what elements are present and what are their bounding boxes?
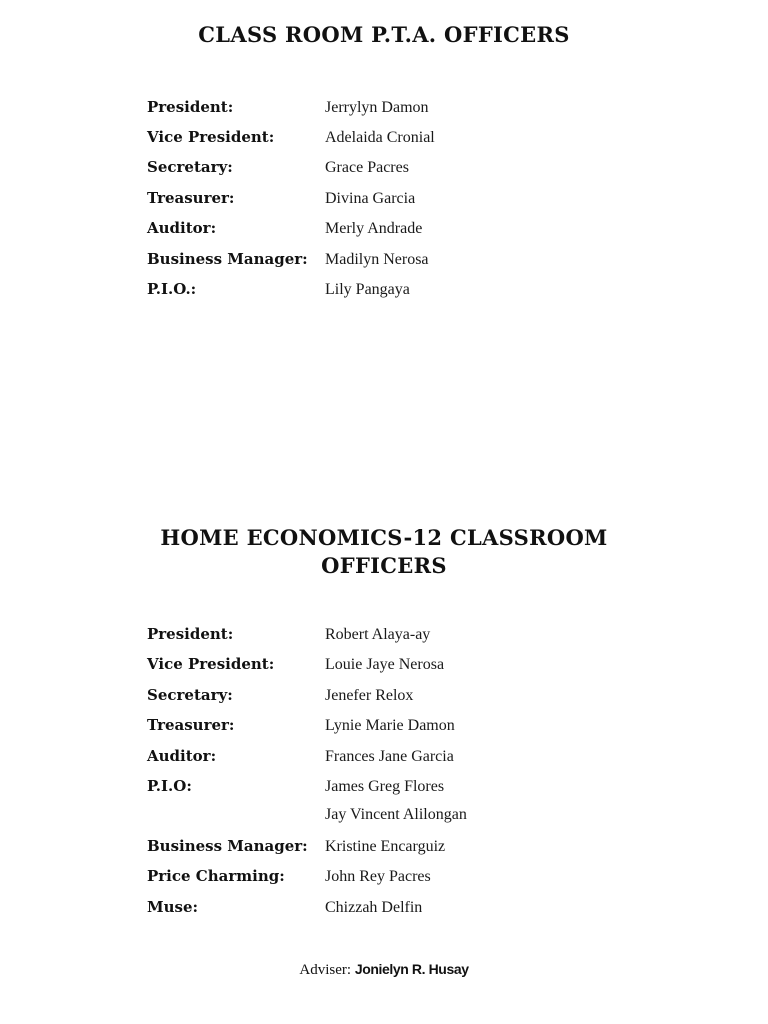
pta-row-treasurer — [147, 189, 415, 211]
class-row-president — [147, 625, 430, 647]
officer-name: Madilyn Nerosa — [325, 251, 429, 268]
role-label: Auditor: — [147, 747, 217, 765]
pta-officers-title: CLASS ROOM P.T.A. OFFICERS — [198, 22, 570, 47]
class-row-vice-president — [147, 655, 444, 677]
role-label: President: — [147, 98, 234, 116]
pta-row-business-manager — [147, 250, 429, 272]
officer-name: Merly Andrade — [325, 220, 423, 237]
role-label: Secretary: — [147, 686, 233, 704]
officer-name: Jerrylyn Damon — [325, 99, 429, 116]
class-row-secretary — [147, 686, 413, 708]
officer-name: Jay Vincent Alilongan — [325, 806, 467, 823]
role-label: P.I.O.: — [147, 280, 197, 298]
class-row-business-manager — [147, 837, 445, 859]
class-row-treasurer — [147, 716, 455, 738]
adviser-label: Adviser: — [299, 962, 352, 978]
class-row-auditor — [147, 747, 454, 769]
class-row-pio — [147, 777, 444, 799]
officer-name: Divina Garcia — [325, 190, 416, 207]
class-row-pio-2 — [147, 806, 467, 828]
role-label: Vice President: — [147, 655, 275, 673]
officer-name: Jenefer Relox — [325, 687, 414, 704]
classroom-officers-title-line2: OFFICERS — [321, 553, 447, 578]
pta-row-secretary — [147, 158, 409, 180]
officer-name: Frances Jane Garcia — [325, 748, 454, 765]
officer-name: Lynie Marie Damon — [325, 717, 455, 734]
role-label: Secretary: — [147, 158, 233, 176]
classroom-officers-title-line1: HOME ECONOMICS-12 CLASSROOM — [160, 525, 608, 550]
role-label: Treasurer: — [147, 716, 235, 734]
officer-name: Grace Pacres — [325, 159, 409, 176]
pta-row-president — [147, 98, 429, 120]
classroom-officers-title — [0, 524, 768, 580]
role-label: P.I.O: — [147, 777, 192, 795]
pta-row-auditor — [147, 219, 422, 241]
officer-name: Chizzah Delfin — [325, 899, 423, 916]
pta-row-pio — [147, 280, 410, 302]
class-row-muse — [147, 898, 422, 920]
role-label: Auditor: — [147, 219, 217, 237]
role-label: Business Manager: — [147, 250, 308, 268]
adviser-name: Jonielyn R. Husay — [354, 961, 469, 977]
role-label: President: — [147, 625, 234, 643]
officer-name: Louie Jaye Nerosa — [325, 656, 445, 673]
officer-name: Lily Pangaya — [325, 281, 410, 298]
pta-row-vice-president — [147, 128, 435, 150]
role-label: Treasurer: — [147, 189, 235, 207]
role-label: Muse: — [147, 898, 199, 916]
role-label: Business Manager: — [147, 837, 308, 855]
officer-name: Adelaida Cronial — [325, 129, 435, 146]
role-label: Price Charming: — [147, 867, 285, 885]
officer-name: John Rey Pacres — [325, 868, 431, 885]
officer-name: Kristine Encarguiz — [325, 838, 446, 855]
officer-name: James Greg Flores — [325, 778, 445, 795]
officer-name: Robert Alaya-ay — [325, 626, 431, 643]
role-label: Vice President: — [147, 128, 275, 146]
class-row-price-charming — [147, 867, 431, 889]
adviser-line — [0, 961, 768, 979]
